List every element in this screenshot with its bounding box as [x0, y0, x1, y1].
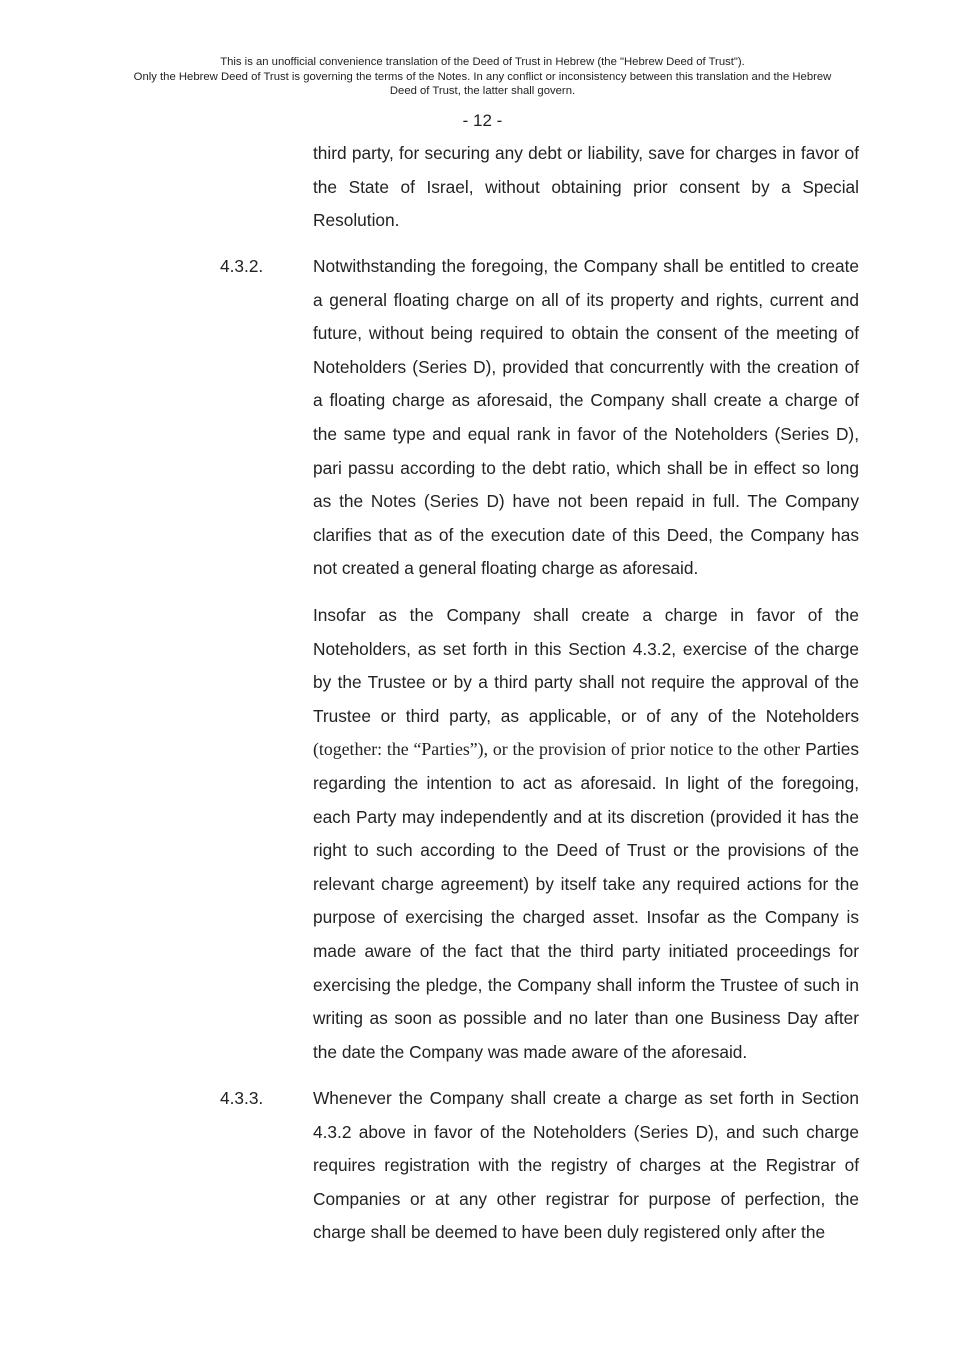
section-4-3-3-paragraph: Whenever the Company shall create a charge as set forth in Section 4.3.2 above in favor of the Noteholders (Series D), and such charge requires registration with the registry of charges at the Registrar of Companies or at any other registrar for purpose of perfection, the charge shall be deemed to have been duly registered only after the [313, 1088, 859, 1243]
paragraph-2-part-2: Parties regarding the intention to act as aforesaid. In light of the foregoing, each Party may independently and at its discretion (provided it has the right to such according to the Deed of Trust or the provisions of the relevant charge agreement) by itself take any required actions for the purpose of exercising the charged asset. Insofar as the Company is made aware of the fact that the third party initiated proceedings for exercising the pledge, the Company shall inform the Trustee of such in writing as soon as possible and no later than one Business Day after the date the Company was made aware of the aforesaid. [313, 739, 859, 1062]
section-number-4-3-2: 4.3.2. [220, 256, 264, 276]
disclaimer-line-1: This is an unofficial convenience translation of the Deed of Trust in Hebrew (the "Hebrew Deed of Trust"). [220, 56, 745, 68]
page-number: - 12 - [462, 111, 503, 130]
section-4-3-2-paragraph-1: Notwithstanding the foregoing, the Company shall be entitled to create a general floating charge on all of its property and rights, current and future, without being required to obtain the consent of the meeting of Noteholders (Series D), provided that concurrently with the creation of a floating charge as aforesaid, the Company shall create a charge of the same type and equal rank in favor of the Noteholders (Series D), pari passu according to the debt ratio, which shall be in effect so long as the Notes (Series D) have not been repaid in full. The Company clarifies that as of the execution date of this Deed, the Company has not created a general floating charge as aforesaid. [313, 256, 859, 579]
section-number-4-3-3: 4.3.3. [220, 1088, 264, 1108]
disclaimer-line-2: Only the Hebrew Deed of Trust is governing the terms of the Notes. In any conflict or inconsistency between this translation and the Hebrew [133, 70, 832, 83]
disclaimer-line-3: Deed of Trust, the latter shall govern. [389, 85, 576, 97]
translation-disclaimer [100, 55, 865, 99]
continuation-paragraph: third party, for securing any debt or liability, save for charges in favor of the State of Israel, without obtaining prior consent by a Special Resolution. [313, 143, 859, 231]
section-4-3-2-paragraph-2 [313, 599, 859, 1069]
parties-definition: (together: the “Parties”), or the provision of prior notice to the other [313, 739, 801, 760]
paragraph-2-part-1: Insofar as the Company shall create a charge in favor of the Noteholders, as set forth in this Section 4.3.2, exercise of the charge by the Trustee or by a third party shall not require the approval of the Trustee or third party, as applicable, or of any of the Noteholders [313, 605, 859, 726]
